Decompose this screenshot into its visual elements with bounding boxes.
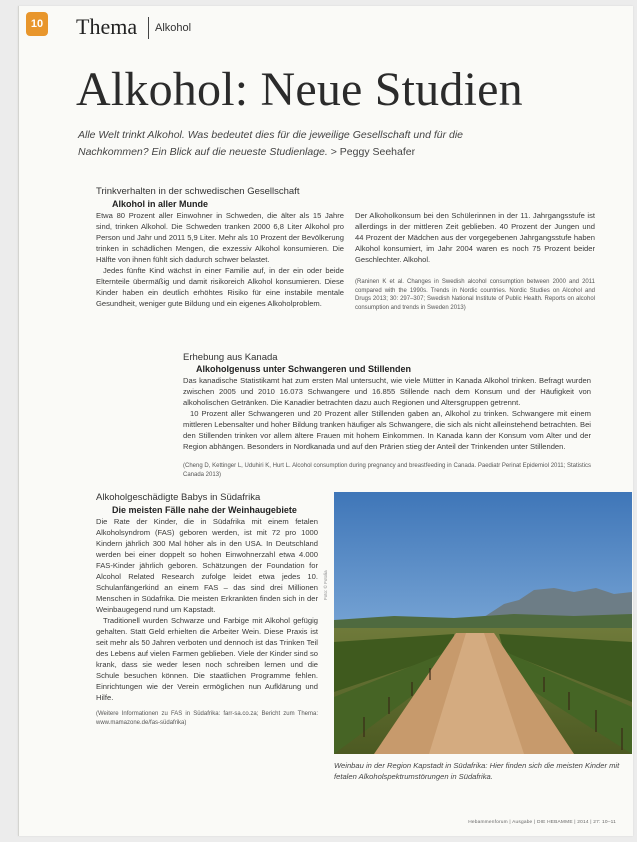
southafrica-heading: Alkoholgeschädigte Babys in Südafrika (96, 492, 261, 503)
southafrica-source: (Weitere Informationen zu FAS in Südafrika: farr-sa.co.za; Bericht zum Thema: www.mamazone.de/fas-südafrika) (96, 711, 318, 726)
southafrica-subheading: Die meisten Fälle nahe der Weinhaugebiete (112, 505, 297, 515)
paragraph: 10 Prozent aller Schwangeren und 20 Prozent aller Stillenden gaben an, Alkohol zu trinken. Schwangere mit einem mittleren Lebensalter und hoher Bildung tranken häufiger als Schwangere, die sich als nicht alleinstehend betrachten. Bei den Stillenden trinken vor allem ältere Frauen mit hohem Einkommen. In Kanada kann der Konsum vom Alter und der Region abhängen. Besonders in Nordkanada und auf den Prärien stieg der Anteil der Trinkenden unter Stillenden. (183, 409, 591, 451)
sweden-heading: Trinkverhalten in der schwedischen Gesellschaft (96, 186, 300, 197)
paragraph: Jedes fünfte Kind wächst in einer Familie auf, in der ein oder beide Elternteile übermäßig und damit risikoreich Alkohol konsumieren. Diese Kinder haben ein deutlich erhöhtes Risiko für eine instabile mentale Gesundheit, weniger gute Bildung und ein eigenes Alkoholproblem. (96, 266, 344, 308)
paragraph: Traditionell wurden Schwarze und Farbige mit Alkohol gefügig gehalten. Statt Geld erhielten die Arbeiter Wein. Diese Praxis ist seit mehr als 50 Jahren verboten und dennoch ist das Trinken Teil des Lebens auf vielen Farmen geblieben. Viele der Kinder sind so krank, dass sie weder lesen noch schreiben lernen und die Schule besuchen können. Die staatlichen Programme fehlen. Einrichtungen wie der Verein ermöglichen nun Aufklärung und Hilfe. (96, 616, 318, 702)
vineyard-photo (334, 492, 632, 754)
sweden-body-right (355, 210, 595, 265)
page-number-badge: 10 (26, 12, 48, 36)
section-label: Thema (76, 14, 138, 39)
canada-source: (Cheng D, Kettinger L, Uduhiri K, Hurt L. Alcohol consumption during pregnancy and breastfeeding in Canada. Paediatr Perinat Epidemiol 2011; Statistics Canada 2013) (183, 463, 591, 478)
page-footer: Hebammenforum | Ausgabe | DIE HEBAMME | 2014 | 27: 10–11 (468, 820, 616, 825)
section-divider (148, 17, 149, 39)
photo-caption: Weinbau in der Region Kapstadt in Südafrika: Hier finden sich die meisten Kinder mit fetalen Alkoholspektrumstörungen in Südafrika. (334, 761, 620, 781)
article-title: Alkohol: Neue Studien (76, 63, 523, 116)
sweden-subheading: Alkohol in aller Munde (112, 199, 209, 209)
canada-subheading: Alkoholgenuss unter Schwangeren und Stillenden (196, 364, 412, 374)
photo-credit: Foto: © Fotolia (323, 570, 328, 600)
paragraph: Die Rate der Kinder, die in Südafrika mit einem fetalen Alkoholsyndrom (FAS) geboren werden, ist mit 72 pro 1000 Kindern jährlich 300 Mal höher als in den USA. In Deutschland werden bei einer doppelt so hohen Einwohnerzahl etwa 4.000 FAS-Kinder jährlich geboren. Schätzungen der Foundation for Alcohol Related Research zufolge leidet etwa jedes 10. Schulanfängerkind an einem FAS – das sind drei Millionen Menschen in Südafrika. Die meisten Erkrankten finden sich in der Weinbaugegend rund um Kapstadt. (96, 517, 318, 614)
paragraph: Das kanadische Statistikamt hat zum ersten Mal untersucht, wie viele Mütter in Kanada Alkohol trinken. Befragt wurden zwischen 2005 und 2010 16.073 Schwangere und 16.855 Stillende nach dem Konsum und der Häufigkeit von alkoholischen Getränken. Die Kanadier betrachten dazu auch Regionen und Altersgruppen getrennt. (183, 376, 591, 407)
southafrica-body (96, 516, 318, 703)
sweden-source: (Raninen K et al. Changes in Swedish alcohol consumption between 2000 and 2011 compared with the 1990s. Trends in Nordic countries. Nordic Studies on Alcohol and Drugs 2013; 30: 297–307; Swedish National Institute of Public Health. Reports on alcohol consumption and trends in Sweden 2013) (355, 279, 595, 311)
paragraph: Etwa 80 Prozent aller Einwohner in Schweden, die älter als 15 Jahre sind, trinken Alkohol. Die Schweden tranken 2000 6,8 Liter Alkohol pro Person und Jahr und 2011 5,9 Liter. Mehr als 10 Prozent der Bevölkerung trinken in schädlichen Mengen, die exzessiv Alkohol konsumieren. Die Hälfte von ihnen fühlt sich dadurch schwer belastet. (96, 211, 344, 264)
canada-heading: Erhebung aus Kanada (183, 352, 278, 363)
lead-text: Alle Welt trinkt Alkohol. Was bedeutet dies für die jeweilige Gesellschaft und für die Nachkommen? Ein Blick auf die neueste Studienlage. (78, 129, 464, 158)
author-byline: > Peggy Seehafer (330, 146, 416, 158)
sweden-body-left (96, 210, 344, 309)
subsection-label: Alkohol (155, 22, 192, 34)
canada-body (183, 375, 591, 452)
paragraph: Der Alkoholkonsum bei den Schülerinnen in der 11. Jahrgangsstufe ist allerdings in der mittleren Zeit geblieben. 40 Prozent der Jungen und 44 Prozent der Mädchen aus der vorgegebenen Jahrgangsstufe haben Alkohol konsumiert, im Jahr 2004 waren es noch 75 Prozent beider Geschlechter. Alkohol. (355, 211, 595, 264)
article-lead (78, 127, 488, 161)
